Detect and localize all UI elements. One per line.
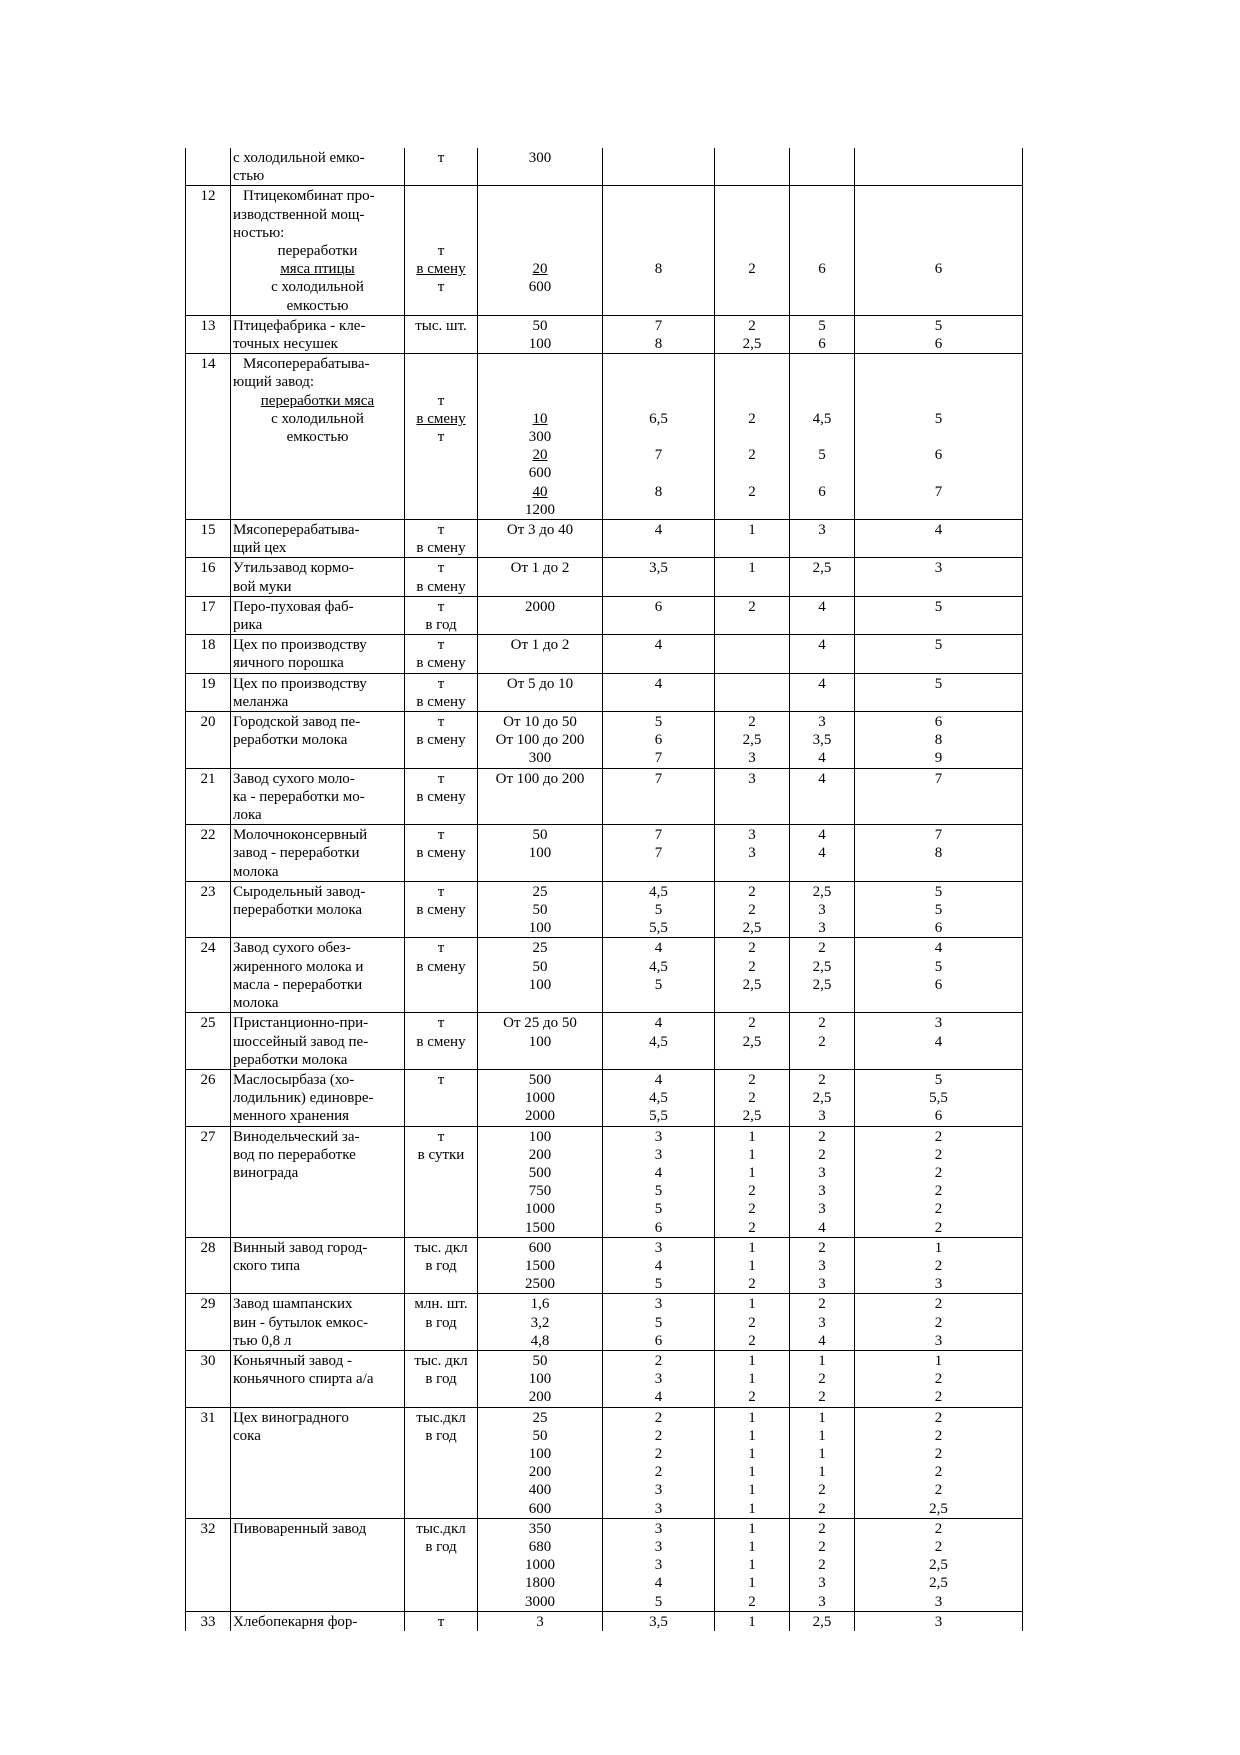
- table-row: [186, 148, 1023, 186]
- capacity: 20 600: [478, 186, 603, 315]
- row-number: 16: [186, 558, 231, 596]
- table-row: [186, 1013, 1023, 1070]
- value-col-4: 4: [855, 520, 1023, 558]
- value-col-3: 1 1 1 1 2 2: [790, 1407, 855, 1518]
- facility-name: Завод сухого обез- жиренного молока и масла - переработки молока: [231, 938, 405, 1013]
- value-col-1: 3 4 5: [603, 1237, 715, 1294]
- value-col-1: 7 7: [603, 825, 715, 882]
- value-col-2: 1: [715, 558, 790, 596]
- table-row: [186, 825, 1023, 882]
- value-col-2: 1 1 1 2 2 2: [715, 1126, 790, 1237]
- unit: т в сутки: [405, 1126, 478, 1237]
- value-col-4: 3: [855, 558, 1023, 596]
- value-col-4: 5: [855, 596, 1023, 634]
- unit: т в смену: [405, 673, 478, 711]
- table-row: [186, 1126, 1023, 1237]
- value-col-3: 5 6: [790, 315, 855, 353]
- value-col-3: 3 3,5 4: [790, 712, 855, 769]
- value-col-2: 2 2 2,5: [715, 938, 790, 1013]
- value-col-2: 1 1 1 1 2: [715, 1518, 790, 1611]
- row-number: 26: [186, 1069, 231, 1126]
- value-col-2: 2 2 2: [715, 354, 790, 520]
- facility-name: Городской завод пе- реработки молока: [231, 712, 405, 769]
- value-col-3: 2 2,5 3: [790, 1069, 855, 1126]
- value-col-3: 2,5 3 3: [790, 881, 855, 938]
- facility-name: Завод шампанских вин - бутылок емкос- тью 0,8 л: [231, 1294, 405, 1351]
- value-col-4: 5: [855, 673, 1023, 711]
- row-number: 33: [186, 1611, 231, 1631]
- unit: тыс. дкл в год: [405, 1350, 478, 1407]
- value-col-2: 2 2,5 3: [715, 712, 790, 769]
- unit: т: [405, 148, 478, 186]
- unit: т в смену: [405, 768, 478, 825]
- facility-name: Перо-пуховая фаб- рика: [231, 596, 405, 634]
- row-number: 15: [186, 520, 231, 558]
- row-number: 28: [186, 1237, 231, 1294]
- unit: т в смену: [405, 712, 478, 769]
- capacity: 350 680 1000 1800 3000: [478, 1518, 603, 1611]
- value-col-2: 1 1 2: [715, 1237, 790, 1294]
- value-col-4: 3: [855, 1611, 1023, 1631]
- capacity: От 5 до 10: [478, 673, 603, 711]
- value-col-2: 3: [715, 768, 790, 825]
- value-col-2: 1 1 1 1 1 1: [715, 1407, 790, 1518]
- capacity: От 10 до 50 От 100 до 200 300: [478, 712, 603, 769]
- capacity: 25 50 100 200 400 600: [478, 1407, 603, 1518]
- table-row: [186, 635, 1023, 673]
- table-row: [186, 1237, 1023, 1294]
- value-col-2: [715, 148, 790, 186]
- value-col-4: 1 2 2: [855, 1350, 1023, 1407]
- capacity: 25 50 100: [478, 881, 603, 938]
- facility-name: Птицекомбинат про- изводственной мощ- ностью: переработки мяса птицы с холодильной емкостью: [231, 186, 405, 315]
- row-number: 27: [186, 1126, 231, 1237]
- value-col-1: 8: [603, 186, 715, 315]
- unit: т: [405, 1069, 478, 1126]
- value-col-1: 7 8: [603, 315, 715, 353]
- value-col-1: 4 4,5 5,5: [603, 1069, 715, 1126]
- facility-name: Пивоваренный завод: [231, 1518, 405, 1611]
- unit: т в смену т: [405, 186, 478, 315]
- facility-name: Молочноконсервный завод - переработки молока: [231, 825, 405, 882]
- capacity: 2000: [478, 596, 603, 634]
- value-col-1: 4: [603, 673, 715, 711]
- value-col-2: 3 3: [715, 825, 790, 882]
- unit: тыс.дкл в год: [405, 1518, 478, 1611]
- value-col-1: 3 3 4 5 5 6: [603, 1126, 715, 1237]
- facility-name: Винный завод город- ского типа: [231, 1237, 405, 1294]
- value-col-3: 2,5: [790, 1611, 855, 1631]
- value-col-2: 1: [715, 520, 790, 558]
- value-col-4: 2 2 2 2 2 2: [855, 1126, 1023, 1237]
- facility-name: с холодильной емко- стью: [231, 148, 405, 186]
- table-row: [186, 1294, 1023, 1351]
- value-col-4: 6: [855, 186, 1023, 315]
- value-col-2: 1: [715, 1611, 790, 1631]
- value-col-4: 5 5 6: [855, 881, 1023, 938]
- row-number: 31: [186, 1407, 231, 1518]
- unit: т в смену: [405, 520, 478, 558]
- table-row: [186, 1350, 1023, 1407]
- table-row: [186, 354, 1023, 520]
- facility-name: Хлебопекарня фор-: [231, 1611, 405, 1631]
- value-col-2: 2 2 2,5: [715, 881, 790, 938]
- facility-name: Мясоперерабатыва- щий цех: [231, 520, 405, 558]
- value-col-1: 6: [603, 596, 715, 634]
- value-col-3: 2 2,5 2,5: [790, 938, 855, 1013]
- table-row: [186, 1518, 1023, 1611]
- capacity: От 3 до 40: [478, 520, 603, 558]
- table-row: [186, 712, 1023, 769]
- facility-name: Цех по производству меланжа: [231, 673, 405, 711]
- value-col-4: 5 6 7: [855, 354, 1023, 520]
- facility-name: Маслосырбаза (хо- лодильник) единовре- менного хранения: [231, 1069, 405, 1126]
- value-col-3: 4,5 5 6: [790, 354, 855, 520]
- value-col-1: 7: [603, 768, 715, 825]
- value-col-4: 6 8 9: [855, 712, 1023, 769]
- capacity: 50 100: [478, 825, 603, 882]
- facility-name: Коньячный завод - коньячного спирта а/а: [231, 1350, 405, 1407]
- row-number: 23: [186, 881, 231, 938]
- table-row: [186, 1069, 1023, 1126]
- value-col-3: 2,5: [790, 558, 855, 596]
- capacity: 25 50 100: [478, 938, 603, 1013]
- row-number: 17: [186, 596, 231, 634]
- capacity: От 100 до 200: [478, 768, 603, 825]
- unit: т в смену: [405, 825, 478, 882]
- row-number: 25: [186, 1013, 231, 1070]
- row-number: 29: [186, 1294, 231, 1351]
- capacity: 10 300 20 600 40 1200: [478, 354, 603, 520]
- value-col-3: 4: [790, 635, 855, 673]
- unit: т в смену: [405, 1013, 478, 1070]
- value-col-1: 5 6 7: [603, 712, 715, 769]
- row-number: 14: [186, 354, 231, 520]
- facility-name: Цех по производству яичного порошка: [231, 635, 405, 673]
- value-col-2: 2 2,5: [715, 315, 790, 353]
- table-row: [186, 315, 1023, 353]
- value-col-3: [790, 148, 855, 186]
- value-col-1: 6,5 7 8: [603, 354, 715, 520]
- value-col-1: 3,5: [603, 558, 715, 596]
- value-col-3: 2 2 3 3 3 4: [790, 1126, 855, 1237]
- value-col-2: 2 2 2,5: [715, 1069, 790, 1126]
- capacity: 100 200 500 750 1000 1500: [478, 1126, 603, 1237]
- value-col-4: 1 2 3: [855, 1237, 1023, 1294]
- value-col-4: 5 6: [855, 315, 1023, 353]
- facility-name: Цех виноградного сока: [231, 1407, 405, 1518]
- facility-name: Завод сухого моло- ка - переработки мо- лока: [231, 768, 405, 825]
- value-col-3: 2 3 4: [790, 1294, 855, 1351]
- table-row: [186, 673, 1023, 711]
- facility-name: Пристанционно-при- шоссейный завод пе- реработки молока: [231, 1013, 405, 1070]
- table-row: [186, 558, 1023, 596]
- facility-name: Птицефабрика - кле- точных несушек: [231, 315, 405, 353]
- value-col-4: 5: [855, 635, 1023, 673]
- facility-name: Винодельческий за- вод по переработке винограда: [231, 1126, 405, 1237]
- value-col-1: 4: [603, 635, 715, 673]
- row-number: [186, 148, 231, 186]
- table-row: [186, 768, 1023, 825]
- value-col-4: 4 5 6: [855, 938, 1023, 1013]
- value-col-1: 4 4,5: [603, 1013, 715, 1070]
- value-col-3: 1 2 2: [790, 1350, 855, 1407]
- row-number: 19: [186, 673, 231, 711]
- value-col-2: 2: [715, 596, 790, 634]
- capacity: 1,6 3,2 4,8: [478, 1294, 603, 1351]
- facility-name: Утильзавод кормо- вой муки: [231, 558, 405, 596]
- unit: т в смену: [405, 635, 478, 673]
- value-col-3: 4: [790, 673, 855, 711]
- value-col-2: [715, 635, 790, 673]
- value-col-3: 2 2 2 3 3: [790, 1518, 855, 1611]
- value-col-2: 1 1 2: [715, 1350, 790, 1407]
- value-col-2: [715, 673, 790, 711]
- value-col-1: 4 4,5 5: [603, 938, 715, 1013]
- unit: т в год: [405, 596, 478, 634]
- capacity: От 1 до 2: [478, 635, 603, 673]
- value-col-1: 2 2 2 2 3 3: [603, 1407, 715, 1518]
- table-row: [186, 938, 1023, 1013]
- value-col-1: [603, 148, 715, 186]
- facility-name: Сыродельный завод- переработки молока: [231, 881, 405, 938]
- value-col-4: [855, 148, 1023, 186]
- unit: тыс.дкл в год: [405, 1407, 478, 1518]
- unit: т в смену: [405, 938, 478, 1013]
- capacity: 50 100: [478, 315, 603, 353]
- row-number: 12: [186, 186, 231, 315]
- value-col-4: 2 2 3: [855, 1294, 1023, 1351]
- row-number: 13: [186, 315, 231, 353]
- row-number: 32: [186, 1518, 231, 1611]
- row-number: 21: [186, 768, 231, 825]
- value-col-3: 3: [790, 520, 855, 558]
- table-row: [186, 1407, 1023, 1518]
- value-col-3: 2 2: [790, 1013, 855, 1070]
- row-number: 22: [186, 825, 231, 882]
- row-number: 24: [186, 938, 231, 1013]
- value-col-3: 2 3 3: [790, 1237, 855, 1294]
- value-col-4: 2 2 2 2 2 2,5: [855, 1407, 1023, 1518]
- unit: т в смену т: [405, 354, 478, 520]
- table-row: [186, 186, 1023, 315]
- table-row: [186, 881, 1023, 938]
- capacity: 50 100 200: [478, 1350, 603, 1407]
- value-col-1: 4,5 5 5,5: [603, 881, 715, 938]
- unit: т в смену: [405, 881, 478, 938]
- table-body: [186, 148, 1023, 1631]
- value-col-3: 6: [790, 186, 855, 315]
- value-col-4: 7: [855, 768, 1023, 825]
- norms-table: [185, 148, 1023, 1631]
- row-number: 30: [186, 1350, 231, 1407]
- capacity: 300: [478, 148, 603, 186]
- value-col-3: 4 4: [790, 825, 855, 882]
- table-row: [186, 596, 1023, 634]
- value-col-1: 3,5: [603, 1611, 715, 1631]
- unit: тыс. дкл в год: [405, 1237, 478, 1294]
- unit: т: [405, 1611, 478, 1631]
- capacity: От 1 до 2: [478, 558, 603, 596]
- unit: тыс. шт.: [405, 315, 478, 353]
- value-col-3: 4: [790, 768, 855, 825]
- value-col-1: 3 3 3 4 5: [603, 1518, 715, 1611]
- value-col-1: 3 5 6: [603, 1294, 715, 1351]
- value-col-4: 3 4: [855, 1013, 1023, 1070]
- row-number: 18: [186, 635, 231, 673]
- value-col-1: 4: [603, 520, 715, 558]
- capacity: 600 1500 2500: [478, 1237, 603, 1294]
- value-col-4: 5 5,5 6: [855, 1069, 1023, 1126]
- unit: т в смену: [405, 558, 478, 596]
- row-number: 20: [186, 712, 231, 769]
- capacity: 500 1000 2000: [478, 1069, 603, 1126]
- value-col-1: 2 3 4: [603, 1350, 715, 1407]
- value-col-2: 2 2,5: [715, 1013, 790, 1070]
- capacity: От 25 до 50 100: [478, 1013, 603, 1070]
- value-col-4: 7 8: [855, 825, 1023, 882]
- unit: млн. шт. в год: [405, 1294, 478, 1351]
- facility-name: Мясоперерабатыва- ющий завод: переработки мяса с холодильной емкостью: [231, 354, 405, 520]
- capacity: 3: [478, 1611, 603, 1631]
- value-col-2: 1 2 2: [715, 1294, 790, 1351]
- table-row: [186, 1611, 1023, 1631]
- table-row: [186, 520, 1023, 558]
- value-col-2: 2: [715, 186, 790, 315]
- value-col-3: 4: [790, 596, 855, 634]
- value-col-4: 2 2 2,5 2,5 3: [855, 1518, 1023, 1611]
